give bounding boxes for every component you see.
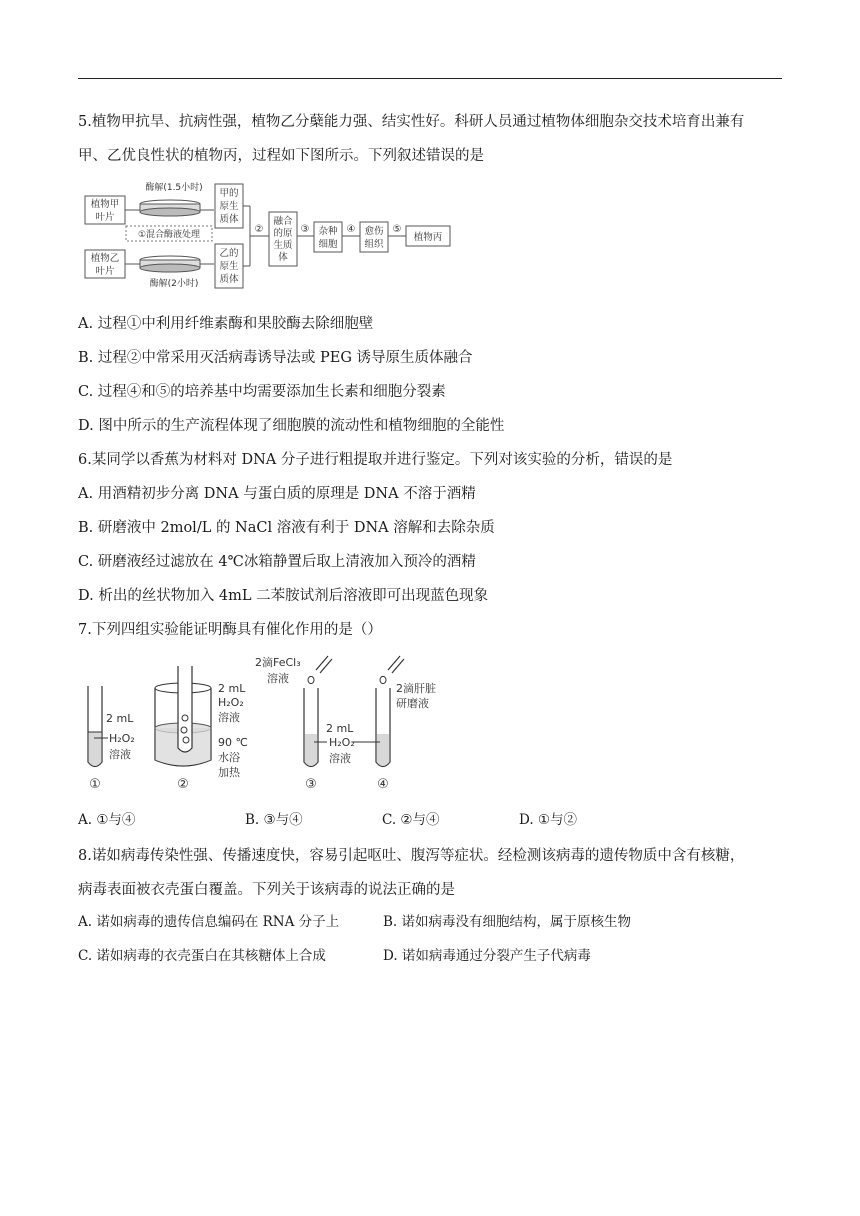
t3-sol: 溶液 [329, 752, 351, 765]
t1-sol: 溶液 [109, 748, 131, 761]
q8-stem-line2: 病毒表面被衣壳蛋白覆盖。下列关于该病毒的说法正确的是 [78, 882, 455, 898]
fused-3: 生质 [273, 240, 293, 251]
q8-option-a: A. 诺如病毒的遗传信息编码在 RNA 分子上 [78, 914, 340, 930]
t4-top-1: 2滴肝脏 [396, 682, 436, 695]
t3-top-2: 溶液 [267, 672, 289, 685]
t3-chem: H₂O₂ [329, 736, 355, 749]
protoplast-a-3: 质体 [219, 214, 239, 225]
fused-1: 融合 [273, 216, 293, 227]
protoplast-b-3: 质体 [219, 274, 239, 285]
t2-sol: 溶液 [218, 711, 240, 724]
protoplast-a-1: 甲的 [219, 188, 239, 199]
q7-option-a: A. ①与④ [78, 812, 136, 828]
q5-stem-line2: 甲、乙优良性状的植物丙，过程如下图所示。下列叙述错误的是 [78, 148, 484, 164]
q7-test-tube-figure [80, 650, 460, 795]
q8-option-b: B. 诺如病毒没有细胞结构，属于原核生物 [383, 914, 632, 930]
q6-option-a: A. 用酒精初步分离 DNA 与蛋白质的原理是 DNA 不溶于酒精 [78, 486, 476, 502]
t2-heat: 加热 [218, 766, 240, 779]
q5-option-c: C. 过程④和⑤的培养基中均需要添加生长素和细胞分裂素 [78, 384, 446, 400]
step3-label: ③ [300, 224, 310, 235]
q6-option-c: C. 研磨液经过滤放在 4℃冰箱静置后取上清液加入预冷的酒精 [78, 554, 476, 570]
hybrid-2: 细胞 [318, 239, 338, 250]
callus-1: 愈伤 [364, 226, 384, 237]
protoplast-b-1: 乙的 [219, 248, 239, 259]
q5-option-a: A. 过程①中利用纤维素酶和果胶酶去除细胞壁 [78, 316, 374, 332]
q6-option-b: B. 研磨液中 2mol/L 的 NaCl 溶液有利于 DNA 溶解和去除杂质 [78, 520, 495, 536]
plant-b-line2: 叶片 [95, 266, 115, 277]
plant-a-line1: 植物甲 [90, 199, 120, 210]
step2-label: ② [254, 224, 264, 235]
t3-num: ③ [305, 777, 317, 792]
fused-2: 的原 [273, 228, 293, 239]
t2-bath: 水浴 [218, 751, 240, 764]
q8-option-d: D. 诺如病毒通过分裂产生子代病毒 [383, 948, 591, 964]
t1-vol: 2 mL [106, 712, 134, 725]
step4-label: ④ [346, 224, 356, 235]
t4-top-2: 研磨液 [396, 697, 429, 710]
t1-num: ① [89, 777, 101, 792]
q6-stem: 6.某同学以香蕉为材料对 DNA 分子进行粗提取并进行鉴定。下列对该实验的分析，错误的是 [78, 452, 673, 468]
q7-stem: 7.下列四组实验能证明酶具有催化作用的是（） [78, 622, 382, 638]
q7-option-b: B. ③与④ [245, 812, 303, 828]
plant-c-label: 植物丙 [413, 232, 443, 243]
callus-2: 组织 [364, 239, 384, 250]
t3-vol: 2 mL [326, 722, 354, 735]
plant-a-line2: 叶片 [95, 212, 115, 223]
fused-4: 体 [278, 252, 288, 263]
mixed-enzyme-label: ①混合酶液处理 [137, 230, 201, 240]
q5-flow-diagram [84, 180, 464, 292]
protoplast-b-2: 原生 [219, 261, 239, 272]
q5-stem-line1: 5.植物甲抗旱、抗病性强，植物乙分蘖能力强、结实性好。科研人员通过植物体细胞杂交技术培育出兼有 [78, 114, 745, 130]
t4-num: ④ [377, 777, 389, 792]
t3-top-1: 2滴FeCl₃ [255, 656, 301, 669]
enzyme-b-label: 酶解(2小时) [149, 279, 199, 289]
enzyme-a-label: 酶解(1.5小时) [145, 183, 203, 193]
t2-vol: 2 mL [218, 682, 246, 695]
hybrid-1: 杂种 [318, 226, 338, 237]
t1-chem: H₂O₂ [109, 732, 135, 745]
t2-num: ② [177, 777, 189, 792]
q7-option-d: D. ①与② [519, 812, 578, 828]
header-rule [78, 78, 782, 79]
step5-label: ⑤ [392, 224, 402, 235]
protoplast-a-2: 原生 [219, 201, 239, 212]
plant-b-line1: 植物乙 [90, 253, 120, 264]
q8-stem-line1: 8.诺如病毒传染性强、传播速度快，容易引起呕吐、腹泻等症状。经检测该病毒的遗传物质中含有核糖， [78, 848, 745, 864]
t2-temp: 90 ℃ [218, 736, 248, 749]
q5-option-b: B. 过程②中常采用灭活病毒诱导法或 PEG 诱导原生质体融合 [78, 350, 473, 366]
q5-option-d: D. 图中所示的生产流程体现了细胞膜的流动性和植物细胞的全能性 [78, 418, 505, 434]
q6-option-d: D. 析出的丝状物加入 4mL 二苯胺试剂后溶液即可出现蓝色现象 [78, 588, 489, 604]
q7-option-c: C. ②与④ [382, 812, 440, 828]
q8-option-c: C. 诺如病毒的衣壳蛋白在其核糖体上合成 [78, 948, 326, 964]
t2-chem: H₂O₂ [218, 696, 244, 709]
